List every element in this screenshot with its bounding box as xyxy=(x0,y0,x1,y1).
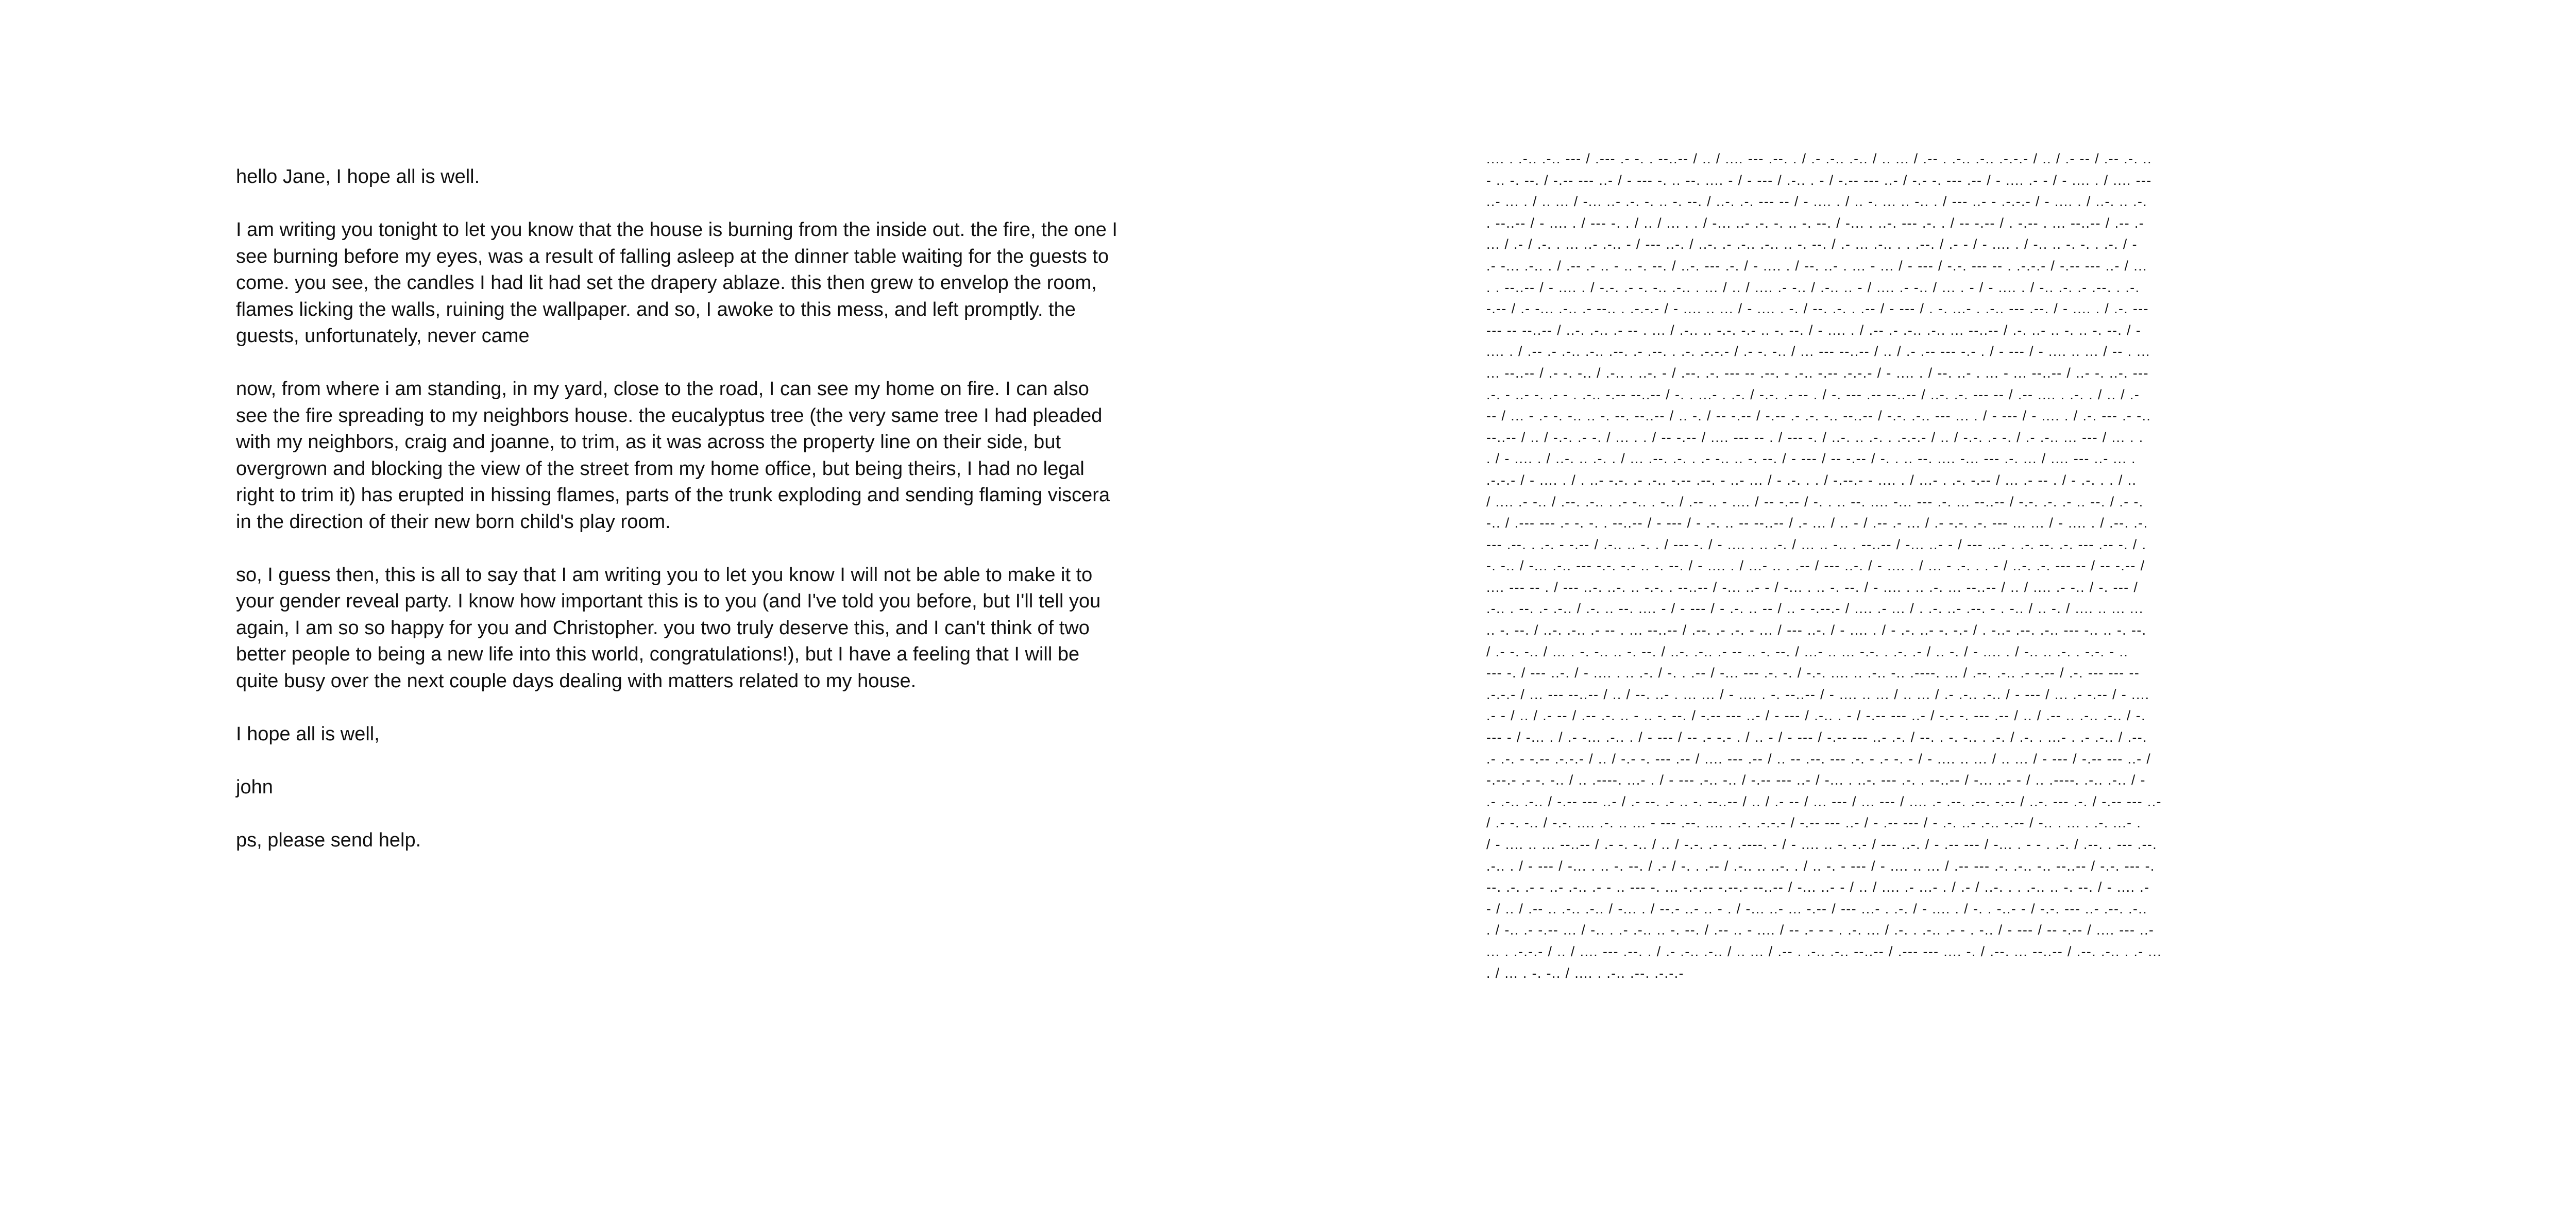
morse-line: --. .-. .- - ..- .-.. .- - .. --- -. ... -.-.-- -.--.- --..-- / -... ..- - / .. / .... .- ...- . / .- / ..-. . . .-.. .. -. --. / - .... .- xyxy=(1486,879,2150,895)
letter-postscript: ps, please send help. xyxy=(236,829,421,851)
morse-line: .-. - ..- -. .- - . .-.. -.-- --..-- / -. . ...- . .-. / -.-. .- -- . / -. --- .-- --..-- / ..-. .-. --- -- / .-- .... . .-. . / .. / .- xyxy=(1486,386,2140,402)
morse-line: .... . .-.. .-.. --- / .--- .- -. . --..-- / .. / .... --- .--. . / .- .-.. .-.. / .. ... / .-- . .-.. .-.. .-.-.- / .. / .- -- / .-- .-. .. xyxy=(1486,151,2152,166)
morse-line: - / .. / .-- .. .-.. .-.. / -... . / --.- ..- .. - . / -... ..- ... -.-- / --- ...- . .-. / - .... . / -. . -..- - / -.-. --- ..- .--. .-.. xyxy=(1486,901,2148,916)
morse-line: .- -... .-.. . / .-- .- .. - .. -. --. / ..-. --- .-. / - .... . / --. ..- . ... - ... / - --- / -.-. --- -- . .-.-.- / -.-- --- ..- / ... xyxy=(1486,258,2147,274)
letter-paragraph-3: so, I guess then, this is all to say that I am writing you to let you know I will not be able to make it to your gender reveal party. I know how important this is to you (and I've told you before, but I'll tell you again, I am so so happy for you and Christopher. you two truly deserve this, and I can't think of two better people to being a new life into this world, congratulations!), but I have a feeling that I will be quite busy over the next couple days dealing with matters related to my house. xyxy=(236,564,1101,692)
letter-body xyxy=(236,164,1122,880)
morse-code-block xyxy=(1486,148,2208,984)
letter-paragraph-2: now, from where i am standing, in my yard, close to the road, I can see my home on fire. I can also see the fire spreading to my neighbors house. the eucalyptus tree (the very same tree I had pleaded with my neighbors, craig and joanne, to trim, as it was across the property line on their side, but overgrown and blocking the view of the street from my home office, but being theirs, I had no legal right to trim it) has erupted in hissing flames, parts of the trunk exploding and sending flaming viscera in the direction of their new born child's play room. xyxy=(236,378,1110,533)
morse-line: --..-- / .. / -.-. .- -. / ... . . / -- -.-- / .... --- -- . / --- -. / ..-. .. .-. . .-.-.- / .. / -.-. .- -. / .- .-.. ... --- / ... . . xyxy=(1486,429,2144,445)
morse-line: --- - / -... . / .- -... .-.. . / - --- / -- .- -.- . / .. - / - --- / -.-- --- ..- .-. / --. . -. -.. . .-. / .-. . ...- . .- .-.. / .--. xyxy=(1486,729,2147,745)
morse-line: .... . / .-- .- .-.. .-.. .--. .- .--. . .-. .-.-.- / .- -. -.. / ... --- --..-- / .. / .- .-- --- -.- . / - --- / - .... .. ... / -- . ... xyxy=(1486,344,2150,360)
morse-line: .. -. --. / ..-. .-.. .- -- . ... --..-- / .--. .- .-. - ... / --- ..-. / - .... . / - .-. ..- -. -.- / . -..- .--. .-.. --- -.. .. -. --. xyxy=(1486,622,2147,638)
morse-line: --- -- --..-- / ..-. .-.. .- -- . ... / .-.. .. -.-. -.- .. -. --. / - .... . / .-- .- .-.. .-.. ... --..-- / .-. ..- .. -. .. -. --. / - xyxy=(1486,322,2142,338)
morse-line: / .- -. -.. / ... . -. -.. .. -. --. / ..-. .-.. .- -- .. -. --. / ...- .. ... -.-. . .-. .- / .. -. / - .... . / -.. .. .-. . -.-. - .. xyxy=(1486,643,2129,659)
morse-line: . / ... . -. -.. / .... . .-.. .--. .-.-.- xyxy=(1486,965,1684,981)
morse-line: -.. / .--- --- .- -. -. . --..-- / - --- / - .-. .. -- --..-- / .- ... / .. - / .-- .- ... / .- -.-. .-. --- ... ... / - .... . / .--. .-. xyxy=(1486,515,2148,531)
morse-line: - .. -. --. / -.-- --- ..- / - --- -. .. --. .... - / - --- / .-.. . - / -.-- --- ..- / -.- -. --- .-- / - .... .- - / - .... . / .... --- xyxy=(1486,172,2152,188)
morse-line: -. -.. / -... .-.. --- -.-. -.- .. -. --. / - .... . / ...- .. . .-- / --- ..-. / - .... . / ... - .-. . . - / ..-. .-. --- -- / -- -.-- / xyxy=(1486,558,2145,574)
letter-greeting: hello Jane, I hope all is well. xyxy=(236,166,480,188)
morse-line: . --..-- / - .... . / --- -. . / .. / ... . . / -... ..- .-. -. .. -. --. / -... . ..-. --- .-. . / -- -.-- / . -.-- . ... --..-- / .-- .- xyxy=(1486,215,2145,231)
morse-line: .- .-. - -.-- .-.-.- / .. / -.- -. --- .-- / .... --- .-- / .. -- .--. --- .-. - .- -. - / - .... .. ... / .. ... / - --- / -.-- --- ..- / xyxy=(1486,751,2151,767)
morse-line: .-.-.- / ... --- --..-- / .. / --. ..- . ... ... / - .... . -. --..-- / - .... .. ... / .. ... / .- .-.. .-.. / - --- / ... .- -.-- / - .... xyxy=(1486,686,2150,702)
morse-line: --- -. / --- ..-. / - .... . .. .-. / -. . .-- / -... --- .-. -. / -.-. .... .. .-.. -.. .----. ... / .--. .-.. .- -.-- / .-. --- --- -- xyxy=(1486,665,2140,681)
morse-line: . / -.. .- -.-- ... / -.. . .- .-.. .. -. --. / .-- .. - .... / -- .- - - . .-. ... / .-. . .-.. .- - . -.. / - --- / -- -.-- / .... --- ..- xyxy=(1486,922,2155,938)
morse-line: .-.. . --. .- .-.. / .-. .. --. .... - / - --- / - .-. .. -- / .. - -.--.- / .... .- ... / . .-. ..- .--. - . -.. / .. -. / .... .. ... ... xyxy=(1486,601,2144,617)
morse-line: -- / ... - .- -. -.. .. -. --. --..-- / .. -. / -- -.-- / -.-- .- .-. -.. --..-- / -.-. .-.. --- ... . / - --- / - .... . / .-. --- .- -.. xyxy=(1486,408,2151,424)
morse-line: / .- -. -.. / -.-. .... .-. .. ... - --- .--. .... . .-. .-.-.- / -.-- --- ..- / - .-- --- / - .-. ..- .-.. -.-- / -.. . ... . .-. ...- . xyxy=(1486,815,2142,831)
morse-line: ... / .- / .-. . ... ..- .-.. - / --- ..-. / ..-. .- .-.. .-.. .. -. --. / .- ... .-.. . . .--. / .- - / - .... . / -.. .. -. -. . .-. / - xyxy=(1486,236,2138,252)
morse-line: . . --..-- / - .... . / -.-. .- -. -.. .-.. . ... / .. / .... .- -.. / .-.. .. - / .... .- -.. / ... . - / - .... . / -.. .-. .- .--. . .-. xyxy=(1486,279,2140,295)
morse-line: / - .... .. ... --..-- / .- -. -.. / .. / -.-. .- -. .----. - / - .... .. -. -.- / --- ..-. / - .-- --- / -... . - - . .-. / .--. . --- .--. xyxy=(1486,837,2158,852)
morse-line: .... --- -- . / --- ..-. ..-. .. -.-. . --..-- / -... ..- - / -... . .. -. --. / - .... . .. .-. ... --..-- / .. / .... .- -.. / -. --- / xyxy=(1486,579,2139,595)
morse-line: .-.-.- / - .... . / . ..- -.-. .- .-.. -.-- .--. - ..- ... / - .-. . . / -.--.- - .... . / ...- . .-. -.-- / ... .- -- . / - .-. . . / .. xyxy=(1486,472,2137,488)
morse-line: .- .-.. .-.. / -.-- --- ..- / .- --. .- .. -. --..-- / .. / .- -- / ... --- / ... --- / .... .- .--. .--. -.-- / ..-. --- .-. / -.-- --- ..- xyxy=(1486,793,2162,809)
morse-line: -.--.- .- -. -.. / .. .----. ...- . / - --- .-.. -.. / -.-- --- ..- / -... . ..-. --- .-. . --..-- / -... ..- - / .. .----. .-.. .-.. / - xyxy=(1486,772,2146,788)
morse-line: ... . .-.-.- / .. / .... --- .--. . / .- .-.. .-.. / .. ... / .-- . .-.. .-.. --..-- / .--- --- .... -. / .--. ... --..-- / .--. .-.. . .- ... xyxy=(1486,943,2162,959)
letter-paragraph-1: I am writing you tonight to let you know that the house is burning from the inside out. the fire, the one I see burning before my eyes, was a result of falling asleep at the dinner table waiting for the guests to come. you see, the candles I had lit had set the drapery ablaze. this then grew to envelop the room, flames licking the walls, ruining the wallpaper. and so, I awoke to this mess, and left promptly. the guests, unfortunately, never came xyxy=(236,219,1117,347)
morse-line: / .... .- -.. / .--. .-.. . .- -.. . -.. / .-- .. - .... / -- -.-- / -. . .. --. .... -... --- .-. ... --..-- / -.-. .-. .- .. --. / .- -. xyxy=(1486,494,2144,510)
letter-closing: I hope all is well, xyxy=(236,723,380,745)
morse-line: --- .--. . .-. - -.-- / .-.. .. -. . / --- -. / - .... . .. .-. / ... .. -.. . --..-- / -... ..- - / --- ...- . .-. --. .-. --- .-- -. / . xyxy=(1486,536,2147,552)
letter-signature: john xyxy=(236,776,273,798)
morse-line: ..- ... . / .. ... / -... ..- .-. -. .. -. --. / ..-. .-. --- -- / - .... . / .. -. ... .. -.. . / --- ..- - .-.-.- / - .... . / ..-. .. .-. xyxy=(1486,194,2148,210)
morse-line: -.-- / .- -... .-.. .- --.. . .-.-.- / - .... .. ... / - .... . -. / --. .-. . .-- / - --- / . -. ...- . .-.. --- .--. / - .... . / .-. --- xyxy=(1486,301,2149,317)
morse-line: . / - .... . / ..-. .. .-. . / ... .--. .-. . .- -.. .. -. --. / - --- / -- -.-- / -. . .. --. .... -... --- .-. ... / .... --- ..- ... . xyxy=(1486,451,2136,467)
morse-line: .-.. . / - --- / -... . .. -. --. / .- / -. . .-- / .-.. .. ..-. . / .. -. - --- / - .... .. ... / .-- --- .-. .-.. -.. --..-- / -.-. --- -. xyxy=(1486,858,2155,874)
morse-line: .- - / .. / .- -- / .-- .-. .. - .. -. --. / -.-- --- ..- / - --- / .-.. . - / -.-- --- ..- / -.- -. --- .-- / .. / .-- .. .-.. .-.. / -. xyxy=(1486,708,2146,724)
morse-line: ... --..-- / .- -. -.. / .-.. . ..-. - / .--. .-. --- -- .--. - .-.. -.-- .-.-.- / - .... . / --. ..- . ... - ... --..-- / ..- -. ..-. --- xyxy=(1486,365,2149,381)
